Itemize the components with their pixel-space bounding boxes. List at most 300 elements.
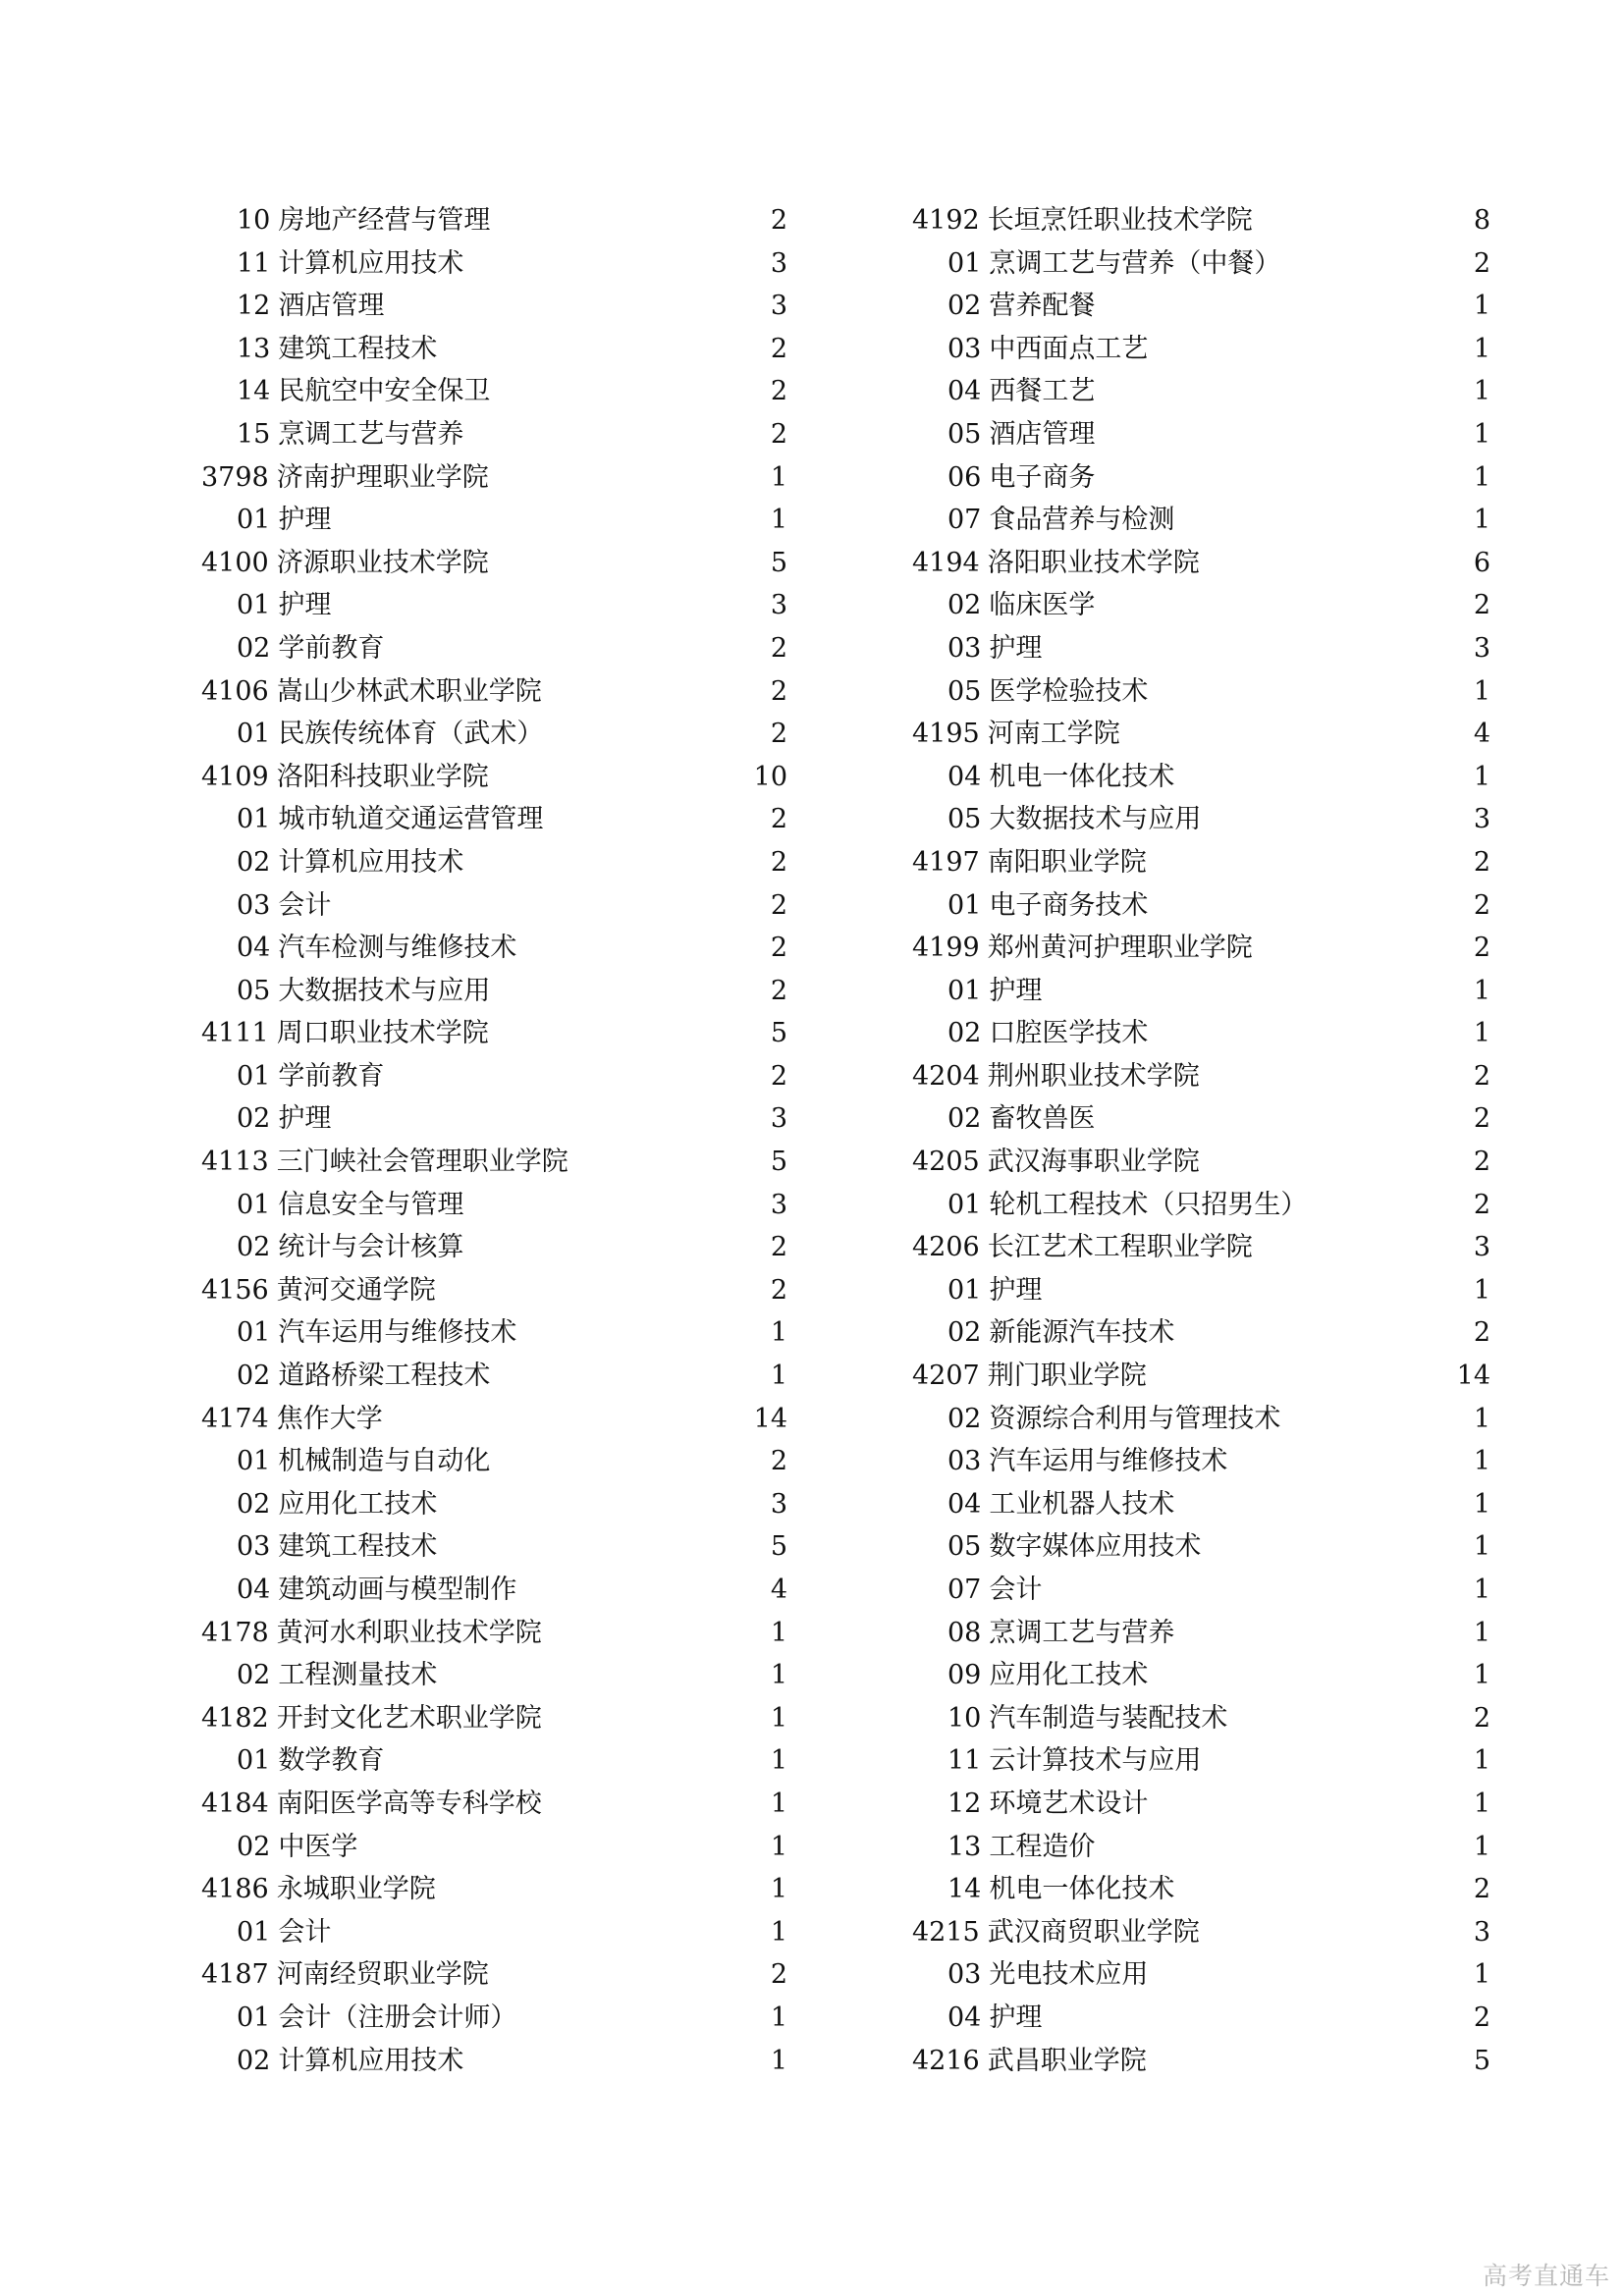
major-name: 畜牧兽医 (989, 1103, 1096, 1135)
school-row (912, 841, 1490, 884)
row-label (237, 1911, 331, 1954)
quota-count: 8 (1473, 205, 1490, 236)
row-label (237, 370, 490, 413)
major-code: 04 (237, 1575, 271, 1605)
school-code: 4100 (201, 547, 269, 578)
quota-count: 1 (1473, 291, 1490, 322)
school-code: 4186 (201, 1874, 269, 1905)
school-row (912, 1355, 1490, 1398)
row-label (912, 1911, 1200, 1954)
row-label (947, 1483, 1174, 1526)
major-code: 02 (237, 2045, 271, 2076)
school-code: 4156 (201, 1274, 269, 1306)
school-row (912, 199, 1490, 242)
major-row (201, 1739, 787, 1783)
school-row (912, 2040, 1490, 2083)
quota-count: 2 (770, 719, 787, 750)
quota-count: 4 (1473, 719, 1490, 750)
major-row (201, 1911, 787, 1954)
row-label (237, 584, 331, 627)
quota-count: 1 (770, 1361, 787, 1392)
major-code: 02 (237, 632, 271, 664)
major-name: 新能源汽车技术 (989, 1317, 1175, 1349)
major-name: 会计 (278, 1916, 332, 1948)
school-code: 4113 (201, 1147, 269, 1178)
major-row (201, 1311, 787, 1355)
major-code: 04 (947, 2002, 982, 2033)
quota-count: 1 (1473, 418, 1490, 450)
major-code: 02 (947, 291, 982, 322)
major-name: 医学检验技术 (989, 675, 1149, 707)
major-code: 01 (237, 719, 271, 750)
row-label (237, 970, 490, 1013)
quota-count: 3 (1473, 632, 1490, 664)
major-code: 02 (237, 1232, 271, 1263)
major-code: 02 (237, 846, 271, 878)
major-name: 机电一体化技术 (989, 1874, 1175, 1905)
major-row (912, 413, 1490, 456)
major-row (201, 413, 787, 456)
quota-count: 2 (770, 804, 787, 835)
major-row (912, 798, 1490, 841)
school-name: 武汉海事职业学院 (987, 1147, 1200, 1178)
major-name: 工程造价 (989, 1831, 1096, 1862)
major-name: 中医学 (278, 1831, 358, 1862)
major-row (912, 884, 1490, 928)
quota-count: 1 (1473, 975, 1490, 1006)
major-row (201, 927, 787, 970)
row-label (947, 499, 1174, 542)
row-label (237, 199, 490, 242)
school-code: 4182 (201, 1702, 269, 1734)
row-label (237, 798, 543, 841)
row-label (947, 798, 1201, 841)
school-row (201, 1269, 787, 1312)
school-name: 荆门职业学院 (987, 1361, 1147, 1392)
school-name: 洛阳科技职业学院 (276, 761, 489, 792)
major-row (201, 627, 787, 670)
row-label (237, 1654, 437, 1697)
quota-count: 2 (1473, 2002, 1490, 2033)
major-row (201, 584, 787, 627)
major-code: 10 (237, 205, 271, 236)
school-name: 河南工学院 (987, 719, 1120, 750)
row-label (237, 627, 384, 670)
major-name: 电子商务技术 (989, 889, 1149, 921)
major-name: 建筑动画与模型制作 (278, 1575, 517, 1605)
major-row (201, 1525, 787, 1569)
quota-count: 1 (1473, 1403, 1490, 1434)
major-code: 04 (947, 761, 982, 792)
major-row (912, 1569, 1490, 1612)
quota-count: 1 (1473, 1531, 1490, 1563)
row-label (947, 370, 1095, 413)
major-row (201, 970, 787, 1013)
major-row (912, 1269, 1490, 1312)
row-label (947, 1097, 1095, 1141)
quota-count: 5 (770, 1147, 787, 1178)
school-row (201, 1398, 787, 1441)
major-name: 工业机器人技术 (989, 1488, 1175, 1520)
quota-count: 1 (1473, 1488, 1490, 1520)
major-name: 烹调工艺与营养 (989, 1617, 1175, 1648)
major-name: 机电一体化技术 (989, 761, 1175, 792)
major-code: 05 (947, 1531, 982, 1563)
quota-count: 2 (1473, 1189, 1490, 1220)
row-label (237, 285, 384, 328)
major-name: 汽车制造与装配技术 (989, 1702, 1228, 1734)
major-name: 酒店管理 (989, 418, 1096, 450)
major-row (912, 285, 1490, 328)
row-label (947, 413, 1095, 456)
quota-count: 5 (1473, 2045, 1490, 2076)
major-name: 云计算技术与应用 (989, 1745, 1202, 1777)
major-name: 护理 (989, 975, 1043, 1006)
quota-count: 5 (770, 1531, 787, 1563)
row-label (237, 1226, 463, 1269)
quota-count: 14 (753, 1403, 787, 1434)
major-name: 酒店管理 (278, 291, 385, 322)
major-code: 03 (947, 632, 982, 664)
quota-count: 1 (1473, 1018, 1490, 1049)
row-label (201, 1012, 489, 1055)
major-row (912, 756, 1490, 799)
major-code: 01 (947, 1274, 982, 1306)
major-code: 07 (947, 1575, 982, 1605)
quota-count: 1 (1473, 1745, 1490, 1777)
row-label (912, 542, 1200, 585)
row-label (947, 1569, 1042, 1612)
major-row (912, 1012, 1490, 1055)
school-code: 4205 (912, 1147, 980, 1178)
quota-count: 1 (1473, 376, 1490, 407)
quota-count: 2 (770, 333, 787, 364)
major-row (201, 199, 787, 242)
major-name: 烹调工艺与营养（中餐） (989, 247, 1281, 279)
quota-count: 2 (770, 418, 787, 450)
major-row (912, 1783, 1490, 1826)
quota-count: 5 (770, 547, 787, 578)
major-code: 06 (947, 461, 982, 493)
school-name: 洛阳职业技术学院 (987, 547, 1200, 578)
major-code: 05 (237, 975, 271, 1006)
quota-count: 4 (770, 1575, 787, 1605)
school-code: 4187 (201, 1959, 269, 1991)
quota-count: 1 (770, 505, 787, 536)
school-name: 武汉商贸职业学院 (987, 1916, 1200, 1948)
school-name: 河南经贸职业学院 (276, 1959, 489, 1991)
school-row (912, 1226, 1490, 1269)
major-row (201, 841, 787, 884)
left-column (201, 199, 787, 2082)
row-label (912, 841, 1147, 884)
quota-count: 2 (770, 1060, 787, 1092)
major-code: 03 (947, 333, 982, 364)
row-label (201, 1398, 383, 1441)
row-label (912, 2040, 1147, 2083)
major-name: 会计（注册会计师） (278, 2002, 517, 2033)
major-code: 09 (947, 1660, 982, 1691)
quota-count: 6 (1473, 547, 1490, 578)
row-label (237, 1997, 516, 2040)
major-code: 01 (947, 975, 982, 1006)
row-label (237, 1355, 490, 1398)
row-label (912, 713, 1120, 756)
major-name: 轮机工程技术（只招男生） (989, 1189, 1308, 1220)
quota-count: 2 (770, 632, 787, 664)
quota-count: 1 (770, 1702, 787, 1734)
major-row (201, 328, 787, 371)
quota-count: 1 (1473, 1446, 1490, 1477)
quota-count: 2 (1473, 889, 1490, 921)
major-name: 护理 (989, 632, 1043, 664)
major-name: 西餐工艺 (989, 376, 1096, 407)
major-row (912, 970, 1490, 1013)
row-label (237, 841, 463, 884)
row-label (947, 670, 1148, 714)
major-row (201, 1097, 787, 1141)
major-row (912, 1997, 1490, 2040)
row-label (947, 584, 1095, 627)
major-name: 中西面点工艺 (989, 333, 1149, 364)
major-row (912, 584, 1490, 627)
major-row (201, 798, 787, 841)
quota-count: 1 (1473, 333, 1490, 364)
quota-count: 2 (1473, 933, 1490, 964)
quota-count: 1 (1473, 1274, 1490, 1306)
quota-count: 1 (1473, 1788, 1490, 1819)
row-label (237, 1483, 437, 1526)
row-label (947, 1697, 1227, 1740)
quota-count: 2 (770, 376, 787, 407)
major-name: 房地产经营与管理 (278, 205, 491, 236)
quota-count: 1 (770, 1317, 787, 1349)
school-row (201, 1697, 787, 1740)
major-code: 05 (947, 675, 982, 707)
quota-count: 2 (1473, 846, 1490, 878)
quota-count: 1 (770, 1660, 787, 1691)
major-code: 02 (947, 1018, 982, 1049)
major-code: 01 (237, 1446, 271, 1477)
row-label (237, 2040, 463, 2083)
school-code: 4195 (912, 719, 980, 750)
school-name: 周口职业技术学院 (276, 1018, 489, 1049)
school-name: 长垣烹饪职业技术学院 (987, 205, 1253, 236)
quota-count: 1 (770, 1788, 787, 1819)
quota-count: 2 (1473, 1103, 1490, 1135)
row-label (201, 1697, 542, 1740)
school-name: 长江艺术工程职业学院 (987, 1232, 1253, 1263)
quota-count: 2 (770, 1232, 787, 1263)
school-code: 4184 (201, 1788, 269, 1819)
major-row (201, 285, 787, 328)
quota-count: 3 (1473, 804, 1490, 835)
major-name: 机械制造与自动化 (278, 1446, 491, 1477)
major-row (201, 1997, 787, 2040)
quota-count: 3 (770, 1103, 787, 1135)
major-name: 临床医学 (989, 590, 1096, 621)
row-label (237, 1311, 516, 1355)
quota-count: 2 (770, 889, 787, 921)
school-code: 4206 (912, 1232, 980, 1263)
school-code: 4178 (201, 1617, 269, 1648)
school-row (912, 927, 1490, 970)
quota-count: 2 (1473, 1147, 1490, 1178)
school-name: 济源职业技术学院 (276, 547, 489, 578)
row-label (201, 670, 542, 714)
row-label (947, 1739, 1201, 1783)
major-code: 02 (947, 1403, 982, 1434)
major-name: 民族传统体育（武术） (278, 719, 544, 750)
row-label (912, 1055, 1200, 1098)
row-label (237, 1097, 331, 1141)
major-row (912, 1184, 1490, 1227)
major-row (912, 456, 1490, 500)
major-name: 汽车运用与维修技术 (989, 1446, 1228, 1477)
major-code: 01 (237, 804, 271, 835)
major-name: 城市轨道交通运营管理 (278, 804, 544, 835)
major-row (201, 884, 787, 928)
major-row (201, 370, 787, 413)
major-code: 01 (947, 1189, 982, 1220)
major-code: 01 (947, 889, 982, 921)
row-label (201, 1141, 568, 1184)
row-label (947, 328, 1148, 371)
quota-count: 1 (1473, 505, 1490, 536)
row-label (201, 1269, 436, 1312)
row-label (237, 884, 331, 928)
school-code: 4204 (912, 1060, 980, 1092)
school-code: 4192 (912, 205, 980, 236)
major-row (912, 242, 1490, 286)
row-label (237, 1184, 463, 1227)
major-name: 汽车运用与维修技术 (278, 1317, 517, 1349)
major-row (201, 1355, 787, 1398)
major-row (201, 499, 787, 542)
major-name: 计算机应用技术 (278, 846, 464, 878)
quota-count: 2 (1473, 1317, 1490, 1349)
school-name: 南阳职业学院 (987, 846, 1147, 878)
school-row (912, 1141, 1490, 1184)
row-label (237, 1055, 384, 1098)
major-name: 护理 (989, 1274, 1043, 1306)
major-code: 01 (237, 2002, 271, 2033)
row-label (947, 1184, 1307, 1227)
major-row (912, 1953, 1490, 1997)
major-name: 道路桥梁工程技术 (278, 1361, 491, 1392)
quota-count: 1 (770, 1874, 787, 1905)
major-name: 工程测量技术 (278, 1660, 438, 1691)
major-row (912, 1483, 1490, 1526)
school-row (912, 713, 1490, 756)
major-row (201, 1569, 787, 1612)
school-row (201, 1612, 787, 1655)
row-label (237, 413, 463, 456)
quota-count: 3 (770, 1189, 787, 1220)
major-name: 护理 (989, 2002, 1043, 2033)
major-row (201, 242, 787, 286)
major-name: 食品营养与检测 (989, 505, 1175, 536)
row-label (912, 199, 1253, 242)
major-row (912, 499, 1490, 542)
major-code: 04 (947, 376, 982, 407)
row-label (201, 1953, 489, 1997)
major-code: 01 (237, 1916, 271, 1948)
major-row (201, 1055, 787, 1098)
major-row (201, 713, 787, 756)
major-code: 03 (237, 1531, 271, 1563)
row-label (947, 1012, 1148, 1055)
major-name: 学前教育 (278, 1060, 385, 1092)
major-code: 11 (237, 247, 271, 279)
school-code: 4199 (912, 933, 980, 964)
row-label (947, 1311, 1174, 1355)
quota-count: 2 (1473, 1060, 1490, 1092)
school-name: 开封文化艺术职业学院 (276, 1702, 542, 1734)
major-row (201, 1440, 787, 1483)
major-name: 会计 (989, 1575, 1043, 1605)
quota-count: 2 (770, 1274, 787, 1306)
quota-count: 3 (770, 1488, 787, 1520)
quota-count: 2 (1473, 1702, 1490, 1734)
row-label (201, 456, 489, 500)
quota-count: 2 (770, 1446, 787, 1477)
major-row (912, 1311, 1490, 1355)
row-label (947, 1654, 1148, 1697)
quota-count: 1 (1473, 761, 1490, 792)
school-row (201, 1141, 787, 1184)
school-row (201, 1012, 787, 1055)
school-name: 武昌职业学院 (987, 2045, 1147, 2076)
quota-count: 1 (1473, 1617, 1490, 1648)
major-name: 计算机应用技术 (278, 2045, 464, 2076)
school-code: 4216 (912, 2045, 980, 2076)
row-label (912, 1141, 1200, 1184)
row-label (947, 970, 1042, 1013)
major-name: 营养配餐 (989, 291, 1096, 322)
row-label (947, 756, 1174, 799)
row-label (237, 1569, 516, 1612)
major-name: 计算机应用技术 (278, 247, 464, 279)
quota-count: 3 (1473, 1232, 1490, 1263)
quota-count: 2 (770, 933, 787, 964)
row-label (237, 1739, 384, 1783)
major-row (201, 1483, 787, 1526)
row-label (947, 1269, 1042, 1312)
major-code: 10 (947, 1702, 982, 1734)
school-row (912, 542, 1490, 585)
major-row (912, 1868, 1490, 1911)
school-row (201, 1953, 787, 1997)
major-code: 13 (237, 333, 271, 364)
major-code: 03 (947, 1959, 982, 1991)
quota-count: 2 (770, 846, 787, 878)
quota-count: 10 (753, 761, 787, 792)
row-label (237, 1525, 437, 1569)
major-code: 02 (237, 1361, 271, 1392)
quota-count: 1 (1473, 1831, 1490, 1862)
major-code: 02 (237, 1831, 271, 1862)
row-label (912, 1355, 1147, 1398)
major-code: 08 (947, 1617, 982, 1648)
major-code: 02 (947, 1317, 982, 1349)
watermark: 高考直通车 (1482, 2262, 1610, 2290)
major-code: 02 (237, 1488, 271, 1520)
major-row (912, 1697, 1490, 1740)
row-label (201, 542, 489, 585)
major-name: 应用化工技术 (278, 1488, 438, 1520)
major-name: 信息安全与管理 (278, 1189, 464, 1220)
